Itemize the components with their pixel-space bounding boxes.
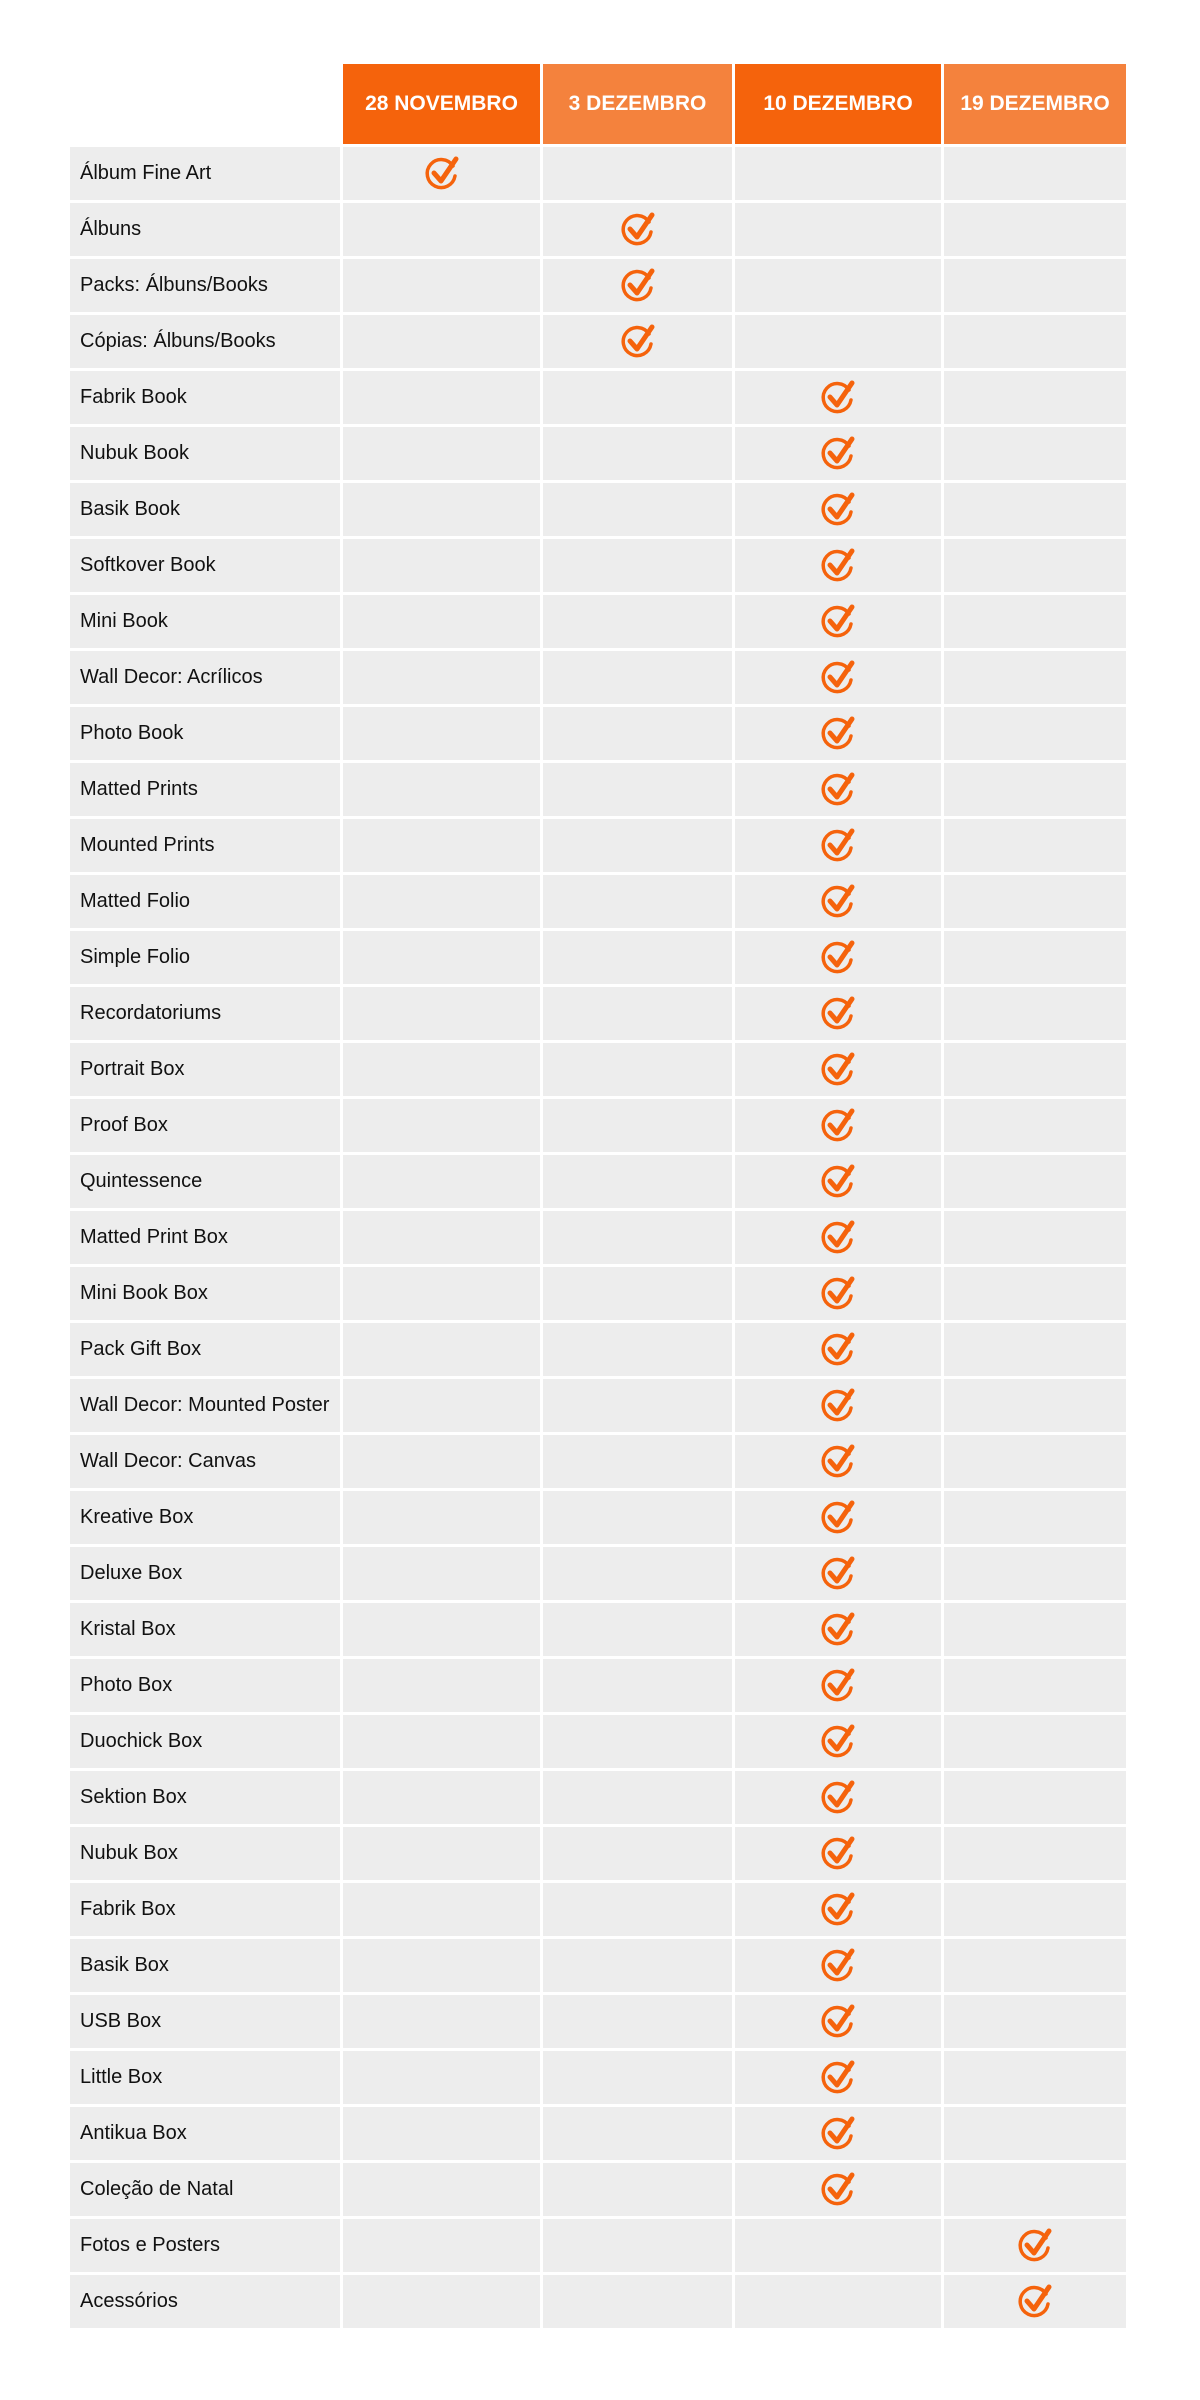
- check-circle-icon: [735, 2002, 941, 2042]
- row-label: Wall Decor: Canvas: [70, 1435, 340, 1488]
- schedule-cell: [543, 1771, 732, 1824]
- schedule-cell: [343, 539, 540, 592]
- table-row: [70, 1099, 1126, 1152]
- check-circle-icon: [735, 1946, 941, 1986]
- schedule-cell: [343, 2219, 540, 2272]
- schedule-cell: [543, 1547, 732, 1600]
- check-circle-icon: [735, 1554, 941, 1594]
- column-header-19-dezembro: 19 DEZEMBRO: [944, 64, 1126, 144]
- schedule-cell: [343, 987, 540, 1040]
- row-label: Mounted Prints: [70, 819, 340, 872]
- schedule-cell: [543, 1659, 732, 1712]
- table-row: [70, 1715, 1126, 1768]
- schedule-cell: [944, 1547, 1126, 1600]
- schedule-cell: [944, 1603, 1126, 1656]
- schedule-cell: [343, 2107, 540, 2160]
- schedule-cell: [735, 1211, 941, 1264]
- row-label: Packs: Álbuns/Books: [70, 259, 340, 312]
- schedule-cell: [343, 1939, 540, 1992]
- schedule-cell: [343, 1211, 540, 1264]
- check-circle-icon: [735, 1890, 941, 1930]
- check-circle-icon: [735, 2058, 941, 2098]
- schedule-cell: [343, 1435, 540, 1488]
- schedule-cell: [343, 1155, 540, 1208]
- row-label: Kristal Box: [70, 1603, 340, 1656]
- check-circle-icon: [735, 1050, 941, 1090]
- table-row: [70, 2107, 1126, 2160]
- row-label: Recordatoriums: [70, 987, 340, 1040]
- schedule-cell: [343, 1603, 540, 1656]
- schedule-cell: [543, 539, 732, 592]
- table-row: [70, 1043, 1126, 1096]
- check-circle-icon: [735, 1106, 941, 1146]
- schedule-cell: [543, 259, 732, 312]
- schedule-cell: [735, 763, 941, 816]
- header-blank: [70, 64, 340, 144]
- schedule-cell: [543, 427, 732, 480]
- row-label: Wall Decor: Acrílicos: [70, 651, 340, 704]
- schedule-cell: [735, 595, 941, 648]
- check-circle-icon: [543, 210, 732, 250]
- schedule-cell: [343, 147, 540, 200]
- schedule-cell: [735, 259, 941, 312]
- schedule-cell: [735, 371, 941, 424]
- schedule-cell: [735, 1099, 941, 1152]
- schedule-cell: [543, 1995, 732, 2048]
- schedule-cell: [543, 651, 732, 704]
- schedule-cell: [543, 763, 732, 816]
- schedule-cell: [944, 1435, 1126, 1488]
- schedule-cell: [735, 1379, 941, 1432]
- schedule-cell: [543, 819, 732, 872]
- schedule-cell: [735, 1491, 941, 1544]
- schedule-cell: [944, 1267, 1126, 1320]
- schedule-cell: [735, 1323, 941, 1376]
- schedule-cell: [944, 315, 1126, 368]
- schedule-cell: [543, 1883, 732, 1936]
- schedule-cell: [735, 2107, 941, 2160]
- schedule-cell: [343, 1715, 540, 1768]
- table-row: [70, 931, 1126, 984]
- schedule-cell: [944, 2051, 1126, 2104]
- table-row: [70, 1435, 1126, 1488]
- row-label: USB Box: [70, 1995, 340, 2048]
- row-label: Fabrik Book: [70, 371, 340, 424]
- row-label: Photo Book: [70, 707, 340, 760]
- schedule-cell: [735, 203, 941, 256]
- schedule-cell: [543, 707, 732, 760]
- schedule-cell: [944, 875, 1126, 928]
- schedule-cell: [543, 1267, 732, 1320]
- row-label: Kreative Box: [70, 1491, 340, 1544]
- check-circle-icon: [735, 1162, 941, 1202]
- schedule-cell: [343, 1323, 540, 1376]
- table-row: [70, 595, 1126, 648]
- row-label: Proof Box: [70, 1099, 340, 1152]
- schedule-cell: [735, 1547, 941, 1600]
- table-row: [70, 707, 1126, 760]
- schedule-cell: [735, 1043, 941, 1096]
- table-row: [70, 1995, 1126, 2048]
- schedule-cell: [543, 1435, 732, 1488]
- schedule-cell: [735, 1435, 941, 1488]
- schedule-cell: [543, 875, 732, 928]
- schedule-cell: [735, 819, 941, 872]
- table-row: [70, 1547, 1126, 1600]
- schedule-cell: [735, 651, 941, 704]
- table-row: [70, 1267, 1126, 1320]
- schedule-cell: [944, 2163, 1126, 2216]
- check-circle-icon: [735, 2114, 941, 2154]
- row-label: Little Box: [70, 2051, 340, 2104]
- table-row: [70, 1659, 1126, 1712]
- table-row: [70, 2219, 1126, 2272]
- check-circle-icon: [343, 154, 540, 194]
- schedule-cell: [735, 1939, 941, 1992]
- schedule-cell: [735, 539, 941, 592]
- table-row: [70, 1771, 1126, 1824]
- row-label: Matted Print Box: [70, 1211, 340, 1264]
- schedule-cell: [543, 595, 732, 648]
- table-row: [70, 1939, 1126, 1992]
- table-row: [70, 2275, 1126, 2328]
- column-header-10-dezembro: 10 DEZEMBRO: [735, 64, 941, 144]
- schedule-cell: [343, 1995, 540, 2048]
- schedule-cell: [944, 1883, 1126, 1936]
- schedule-cell: [543, 2219, 732, 2272]
- schedule-cell: [543, 1491, 732, 1544]
- schedule-cell: [343, 427, 540, 480]
- schedule-cell: [944, 1323, 1126, 1376]
- schedule-cell: [735, 2219, 941, 2272]
- check-circle-icon: [735, 1498, 941, 1538]
- table-row: [70, 819, 1126, 872]
- schedule-cell: [343, 651, 540, 704]
- schedule-cell: [735, 147, 941, 200]
- row-label: Nubuk Box: [70, 1827, 340, 1880]
- row-label: Deluxe Box: [70, 1547, 340, 1600]
- schedule-cell: [944, 371, 1126, 424]
- check-circle-icon: [735, 1442, 941, 1482]
- schedule-cell: [944, 1155, 1126, 1208]
- schedule-cell: [735, 1883, 941, 1936]
- row-label: Wall Decor: Mounted Poster: [70, 1379, 340, 1432]
- schedule-cell: [944, 1659, 1126, 1712]
- schedule-cell: [343, 595, 540, 648]
- schedule-cell: [735, 931, 941, 984]
- row-label: Duochick Box: [70, 1715, 340, 1768]
- table-row: [70, 203, 1126, 256]
- schedule-cell: [343, 2275, 540, 2328]
- schedule-cell: [543, 2107, 732, 2160]
- table-row: [70, 1379, 1126, 1432]
- row-label: Quintessence: [70, 1155, 340, 1208]
- table-row: [70, 147, 1126, 200]
- schedule-cell: [343, 1883, 540, 1936]
- table-row: [70, 2163, 1126, 2216]
- check-circle-icon: [735, 378, 941, 418]
- check-circle-icon: [735, 1722, 941, 1762]
- check-circle-icon: [735, 994, 941, 1034]
- schedule-cell: [735, 1659, 941, 1712]
- schedule-cell: [343, 763, 540, 816]
- schedule-cell: [343, 1659, 540, 1712]
- schedule-cell: [944, 1491, 1126, 1544]
- row-label: Basik Book: [70, 483, 340, 536]
- table-row: [70, 1491, 1126, 1544]
- schedule-cell: [735, 987, 941, 1040]
- schedule-cell: [944, 539, 1126, 592]
- check-circle-icon: [735, 2170, 941, 2210]
- row-label: Coleção de Natal: [70, 2163, 340, 2216]
- schedule-cell: [343, 2163, 540, 2216]
- schedule-cell: [944, 763, 1126, 816]
- schedule-cell: [944, 1995, 1126, 2048]
- table-row: [70, 483, 1126, 536]
- schedule-cell: [944, 1211, 1126, 1264]
- schedule-cell: [735, 483, 941, 536]
- row-label: Acessórios: [70, 2275, 340, 2328]
- header-row: [70, 64, 1126, 144]
- schedule-cell: [343, 1827, 540, 1880]
- schedule-cell: [735, 1715, 941, 1768]
- schedule-cell: [543, 1043, 732, 1096]
- schedule-cell: [735, 2051, 941, 2104]
- schedule-cell: [944, 651, 1126, 704]
- schedule-cell: [343, 1099, 540, 1152]
- row-label: Álbuns: [70, 203, 340, 256]
- row-label: Álbum Fine Art: [70, 147, 340, 200]
- schedule-cell: [343, 1043, 540, 1096]
- row-label: Pack Gift Box: [70, 1323, 340, 1376]
- column-header-28-novembro: 28 NOVEMBRO: [343, 64, 540, 144]
- delivery-schedule-table: [67, 61, 1129, 2331]
- schedule-cell: [543, 1211, 732, 1264]
- row-label: Portrait Box: [70, 1043, 340, 1096]
- schedule-cell: [343, 1267, 540, 1320]
- schedule-cell: [944, 203, 1126, 256]
- schedule-cell: [944, 1827, 1126, 1880]
- schedule-cell: [944, 427, 1126, 480]
- schedule-cell: [343, 371, 540, 424]
- check-circle-icon: [735, 1218, 941, 1258]
- schedule-cell: [735, 1267, 941, 1320]
- table-row: [70, 1211, 1126, 1264]
- schedule-cell: [944, 1099, 1126, 1152]
- check-circle-icon: [735, 434, 941, 474]
- schedule-cell: [543, 2163, 732, 2216]
- schedule-cell: [543, 371, 732, 424]
- check-circle-icon: [735, 490, 941, 530]
- check-circle-icon: [735, 1330, 941, 1370]
- table-row: [70, 1155, 1126, 1208]
- table-row: [70, 987, 1126, 1040]
- schedule-cell: [543, 147, 732, 200]
- column-header-3-dezembro: 3 DEZEMBRO: [543, 64, 732, 144]
- schedule-cell: [944, 707, 1126, 760]
- check-circle-icon: [735, 658, 941, 698]
- row-label: Softkover Book: [70, 539, 340, 592]
- row-label: Matted Folio: [70, 875, 340, 928]
- table-row: [70, 1603, 1126, 1656]
- schedule-cell: [944, 2275, 1126, 2328]
- row-label: Mini Book Box: [70, 1267, 340, 1320]
- row-label: Nubuk Book: [70, 427, 340, 480]
- row-label: Basik Box: [70, 1939, 340, 1992]
- schedule-cell: [735, 1827, 941, 1880]
- table-row: [70, 315, 1126, 368]
- check-circle-icon: [543, 266, 732, 306]
- schedule-cell: [543, 1715, 732, 1768]
- check-circle-icon: [735, 1666, 941, 1706]
- schedule-cell: [343, 1491, 540, 1544]
- row-label: Fotos e Posters: [70, 2219, 340, 2272]
- check-circle-icon: [735, 546, 941, 586]
- schedule-cell: [343, 259, 540, 312]
- schedule-cell: [944, 2107, 1126, 2160]
- schedule-cell: [944, 931, 1126, 984]
- table-row: [70, 259, 1126, 312]
- table-row: [70, 539, 1126, 592]
- check-circle-icon: [735, 714, 941, 754]
- check-circle-icon: [735, 1834, 941, 1874]
- schedule-cell: [343, 707, 540, 760]
- schedule-cell: [735, 2275, 941, 2328]
- table-row: [70, 1323, 1126, 1376]
- schedule-cell: [735, 1155, 941, 1208]
- schedule-cell: [944, 1043, 1126, 1096]
- table-row: [70, 2051, 1126, 2104]
- schedule-cell: [543, 2051, 732, 2104]
- table-row: [70, 1827, 1126, 1880]
- schedule-cell: [944, 259, 1126, 312]
- schedule-cell: [735, 1771, 941, 1824]
- schedule-cell: [944, 819, 1126, 872]
- schedule-cell: [543, 931, 732, 984]
- schedule-cell: [944, 1379, 1126, 1432]
- row-label: Matted Prints: [70, 763, 340, 816]
- schedule-cell: [944, 147, 1126, 200]
- row-label: Cópias: Álbuns/Books: [70, 315, 340, 368]
- schedule-cell: [735, 1995, 941, 2048]
- schedule-cell: [735, 427, 941, 480]
- check-circle-icon: [735, 1274, 941, 1314]
- table-row: [70, 427, 1126, 480]
- schedule-cell: [944, 1771, 1126, 1824]
- check-circle-icon: [944, 2226, 1126, 2266]
- schedule-cell: [343, 875, 540, 928]
- row-label: Mini Book: [70, 595, 340, 648]
- schedule-cell: [944, 595, 1126, 648]
- schedule-cell: [543, 1939, 732, 1992]
- schedule-cell: [543, 987, 732, 1040]
- schedule-cell: [343, 315, 540, 368]
- schedule-cell: [944, 1715, 1126, 1768]
- table-row: [70, 651, 1126, 704]
- schedule-cell: [944, 2219, 1126, 2272]
- check-circle-icon: [735, 938, 941, 978]
- schedule-cell: [343, 483, 540, 536]
- schedule-cell: [343, 1379, 540, 1432]
- schedule-cell: [543, 1603, 732, 1656]
- check-circle-icon: [735, 602, 941, 642]
- schedule-cell: [343, 931, 540, 984]
- schedule-cell: [543, 2275, 732, 2328]
- schedule-cell: [944, 987, 1126, 1040]
- schedule-cell: [543, 1827, 732, 1880]
- row-label: Antikua Box: [70, 2107, 340, 2160]
- check-circle-icon: [735, 882, 941, 922]
- check-circle-icon: [543, 322, 732, 362]
- schedule-cell: [343, 2051, 540, 2104]
- check-circle-icon: [735, 826, 941, 866]
- table-row: [70, 1883, 1126, 1936]
- check-circle-icon: [735, 770, 941, 810]
- schedule-cell: [944, 1939, 1126, 1992]
- check-circle-icon: [735, 1778, 941, 1818]
- table-row: [70, 371, 1126, 424]
- schedule-cell: [543, 1323, 732, 1376]
- schedule-cell: [543, 1155, 732, 1208]
- schedule-cell: [735, 2163, 941, 2216]
- schedule-cell: [343, 819, 540, 872]
- row-label: Fabrik Box: [70, 1883, 340, 1936]
- schedule-cell: [543, 1099, 732, 1152]
- schedule-cell: [735, 1603, 941, 1656]
- table-row: [70, 875, 1126, 928]
- schedule-cell: [343, 203, 540, 256]
- schedule-cell: [735, 707, 941, 760]
- check-circle-icon: [735, 1610, 941, 1650]
- check-circle-icon: [735, 1386, 941, 1426]
- row-label: Sektion Box: [70, 1771, 340, 1824]
- schedule-cell: [343, 1771, 540, 1824]
- schedule-cell: [735, 875, 941, 928]
- row-label: Simple Folio: [70, 931, 340, 984]
- schedule-cell: [944, 483, 1126, 536]
- schedule-cell: [735, 315, 941, 368]
- schedule-cell: [543, 203, 732, 256]
- schedule-cell: [543, 483, 732, 536]
- row-label: Photo Box: [70, 1659, 340, 1712]
- schedule-cell: [543, 315, 732, 368]
- schedule-cell: [343, 1547, 540, 1600]
- table-row: [70, 763, 1126, 816]
- check-circle-icon: [944, 2282, 1126, 2322]
- schedule-cell: [543, 1379, 732, 1432]
